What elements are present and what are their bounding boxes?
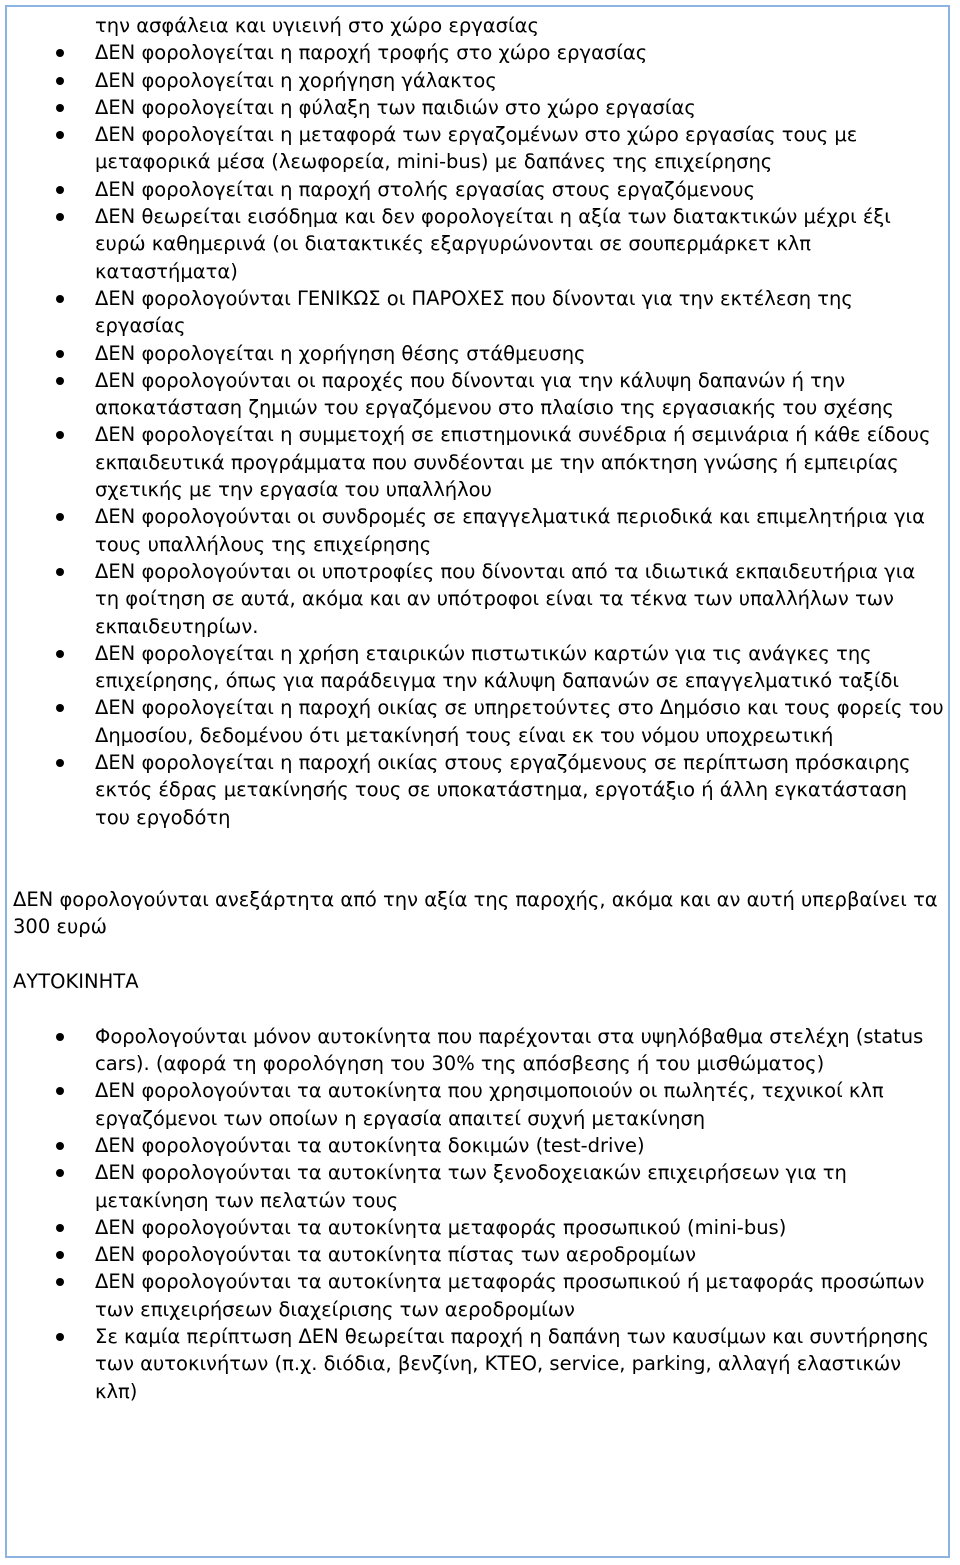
- bullet-icon: [56, 1333, 64, 1341]
- list-item: [13, 1268, 945, 1323]
- list-item: [13, 176, 945, 203]
- bullet-icon: [56, 431, 64, 439]
- bullet-icon: [56, 1033, 64, 1041]
- list-item-text: ΔΕΝ φορολογείται η χρήση εταιρικών πιστωτικών καρτών για τις ανάγκες της επιχείρησης, όπως για παράδειγμα την κάλυψη δαπανών σε επαγγελματικό ταξίδι: [95, 641, 899, 693]
- bullet-icon: [56, 131, 64, 139]
- list-item: [13, 1323, 945, 1405]
- list-item-text: ΔΕΝ φορολογείται η συμμετοχή σε επιστημονικά συνέδρια ή σεμινάρια ή κάθε είδους εκπαιδευτικά προγράμματα που συνδέονται με την απόκτηση γνώσης ή εμπειρίας σχετικής με την εργασία του υπαλλήλου: [95, 423, 931, 502]
- list-item-text: ΔΕΝ φορολογείται η χορήγηση γάλακτος: [95, 68, 497, 92]
- list-item: [13, 558, 945, 640]
- list-item: [13, 67, 945, 94]
- list-item: [13, 285, 945, 340]
- bullet-icon: [56, 295, 64, 303]
- list-item-text: Φορολογούνται μόνον αυτοκίνητα που παρέχονται στα υψηλόβαθμα στελέχη (status cars). (αφορά τη φορολόγηση του 30% της απόσβεσης ή του μισθώματος): [95, 1024, 924, 1076]
- bullet-icon: [56, 568, 64, 576]
- list-item: [13, 1214, 945, 1241]
- bullet-icon: [56, 513, 64, 521]
- list-item-text: ΔΕΝ φορολογούνται τα αυτοκίνητα που χρησιμοποιούν οι πωλητές, τεχνικοί κλπ εργαζόμενοι των οποίων η εργασία απαιτεί συχνή μετακίνηση: [95, 1079, 884, 1130]
- exemptions-list: [13, 39, 945, 831]
- list-item: [13, 1132, 945, 1159]
- list-item-text: ΔΕΝ φορολογείται η παροχή οικίας στους εργαζόμενους σε περίπτωση πρόσκαιρης εκτός έδρας μετακίνησής τους σε υποκατάστημα, εργοτάξιο ή άλλη εγκατάσταση του εργοδότη: [95, 751, 911, 829]
- list-item-text: ΔΕΝ φορολογούνται τα αυτοκίνητα μεταφοράς προσωπικού (mini-bus): [95, 1215, 787, 1239]
- list-item-text: ΔΕΝ φορολογούνται τα αυτοκίνητα πίστας των αεροδρομίων: [95, 1243, 697, 1267]
- bullet-icon: [56, 104, 64, 112]
- list-item-text: ΔΕΝ θεωρείται εισόδημα και δεν φορολογείται η αξία των διατακτικών μέχρι έξι ευρώ καθημερινά (οι διατακτικές εξαργυρώνονται σε σουπερμάρκετ κλπ καταστήματα): [95, 205, 891, 283]
- list-item: [13, 340, 945, 367]
- bullet-icon: [56, 1251, 64, 1259]
- bullet-icon: [56, 704, 64, 712]
- list-item-text: ΔΕΝ φορολογούνται οι συνδρομές σε επαγγελματικά περιοδικά και επιμελητήρια για τους υπαλλήλους της επιχείρησης: [95, 505, 925, 556]
- bullet-icon: [56, 1142, 64, 1150]
- continuation-line: την ασφάλεια και υγιεινή στο χώρο εργασίας: [95, 14, 539, 37]
- list-item: [13, 39, 945, 66]
- list-item-text: ΔΕΝ φορολογείται η χορήγηση θέσης στάθμευσης: [95, 341, 586, 365]
- document-body: [13, 12, 945, 1405]
- list-item-text: ΔΕΝ φορολογούνται ΓΕΝΙΚΩΣ οι ΠΑΡΟΧΕΣ που δίνονται για την εκτέλεση της εργασίας: [95, 286, 853, 338]
- list-item-text: ΔΕΝ φορολογείται η μεταφορά των εργαζομένων στο χώρο εργασίας τους με μεταφορικά μέσα (λεωφορεία, mini-bus) με δαπάνες της επιχείρησης: [95, 123, 858, 174]
- list-item: [13, 694, 945, 749]
- list-item: [13, 203, 945, 285]
- bullet-icon: [56, 759, 64, 767]
- list-item: [13, 94, 945, 121]
- list-item: [13, 121, 945, 176]
- bullet-icon: [56, 1224, 64, 1232]
- list-item-text: ΔΕΝ φορολογείται η παροχή τροφής στο χώρο εργασίας: [95, 41, 648, 65]
- list-item-text: ΔΕΝ φορολογείται η φύλαξη των παιδιών στο χώρο εργασίας: [95, 95, 696, 119]
- list-item: [13, 1159, 945, 1214]
- list-item-text: ΔΕΝ φορολογούνται οι υποτροφίες που δίνονται από τα ιδιωτικά εκπαιδευτήρια για τη φοίτηση σε αυτά, ακόμα και αν υπότροφοι είναι τα τέκνα των υπαλλήλων των εκπαιδευτηρίων.: [95, 559, 916, 638]
- bullet-icon: [56, 77, 64, 85]
- bullet-icon: [56, 213, 64, 221]
- list-item-text: ΔΕΝ φορολογείται η παροχή στολής εργασίας στους εργαζόμενους: [95, 177, 756, 201]
- list-item: [13, 1241, 945, 1268]
- bullet-icon: [56, 1087, 64, 1095]
- section-heading-cars: ΑΥΤΟΚΙΝΗΤΑ: [13, 969, 139, 993]
- summary-paragraph: ΔΕΝ φορολογούνται ανεξάρτητα από την αξία της παροχής, ακόμα και αν αυτή υπερβαίνει τα 300 ευρώ: [13, 887, 938, 939]
- list-item-text: ΔΕΝ φορολογείται η παροχή οικίας σε υπηρετούντες στο Δημόσιο και τους φορείς του Δημοσίου, δεδομένου ότι μετακίνησή τους είναι εκ του νόμου υποχρεωτική: [95, 696, 944, 747]
- bullet-icon: [56, 1169, 64, 1177]
- list-item: [13, 1077, 945, 1132]
- bullet-icon: [56, 49, 64, 57]
- list-item: [13, 1023, 945, 1078]
- bullet-icon: [56, 377, 64, 385]
- list-item-text: Σε καμία περίπτωση ΔΕΝ θεωρείται παροχή η δαπάνη των καυσίμων και συντήρησης των αυτοκινήτων (π.χ. διόδια, βενζίνη, ΚΤΕΟ, service, parking, αλλαγή ελαστικών κλπ): [95, 1325, 929, 1403]
- cars-list: [13, 1023, 945, 1405]
- list-item-text: ΔΕΝ φορολογούνται οι παροχές που δίνονται για την κάλυψη δαπανών ή την αποκατάσταση ζημιών του εργαζόμενου στο πλαίσιο της εργασιακής του σχέσης: [95, 368, 894, 420]
- list-item: [13, 749, 945, 831]
- list-item: [13, 367, 945, 422]
- list-item-text: ΔΕΝ φορολογούνται τα αυτοκίνητα των ξενοδοχειακών επιχειρήσεων για τη μετακίνηση των πελατών τους: [95, 1161, 847, 1212]
- bullet-icon: [56, 350, 64, 358]
- list-item-text: ΔΕΝ φορολογούνται τα αυτοκίνητα μεταφοράς προσωπικού ή μεταφοράς προσώπων των επιχειρήσεων διαχείρισης των αεροδρομίων: [95, 1270, 925, 1321]
- list-item: [13, 503, 945, 558]
- list-item-text: ΔΕΝ φορολογούνται τα αυτοκίνητα δοκιμών (test-drive): [95, 1133, 645, 1157]
- bullet-icon: [56, 650, 64, 658]
- list-item: [13, 640, 945, 695]
- bullet-icon: [56, 1278, 64, 1286]
- list-item: [13, 421, 945, 503]
- bullet-icon: [56, 186, 64, 194]
